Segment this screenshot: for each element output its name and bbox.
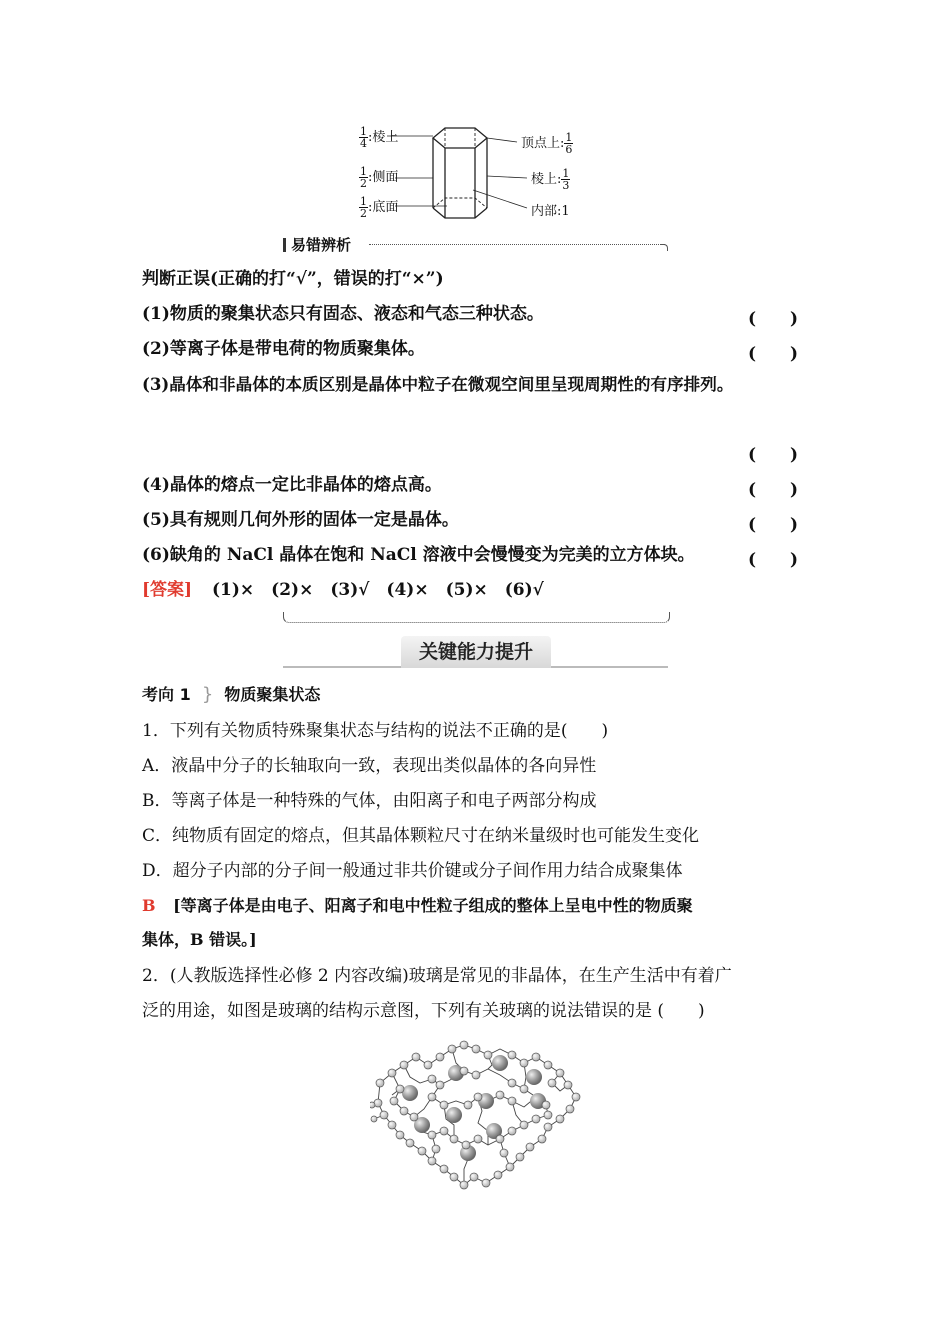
fraction: $\frac{1}{2}$ bbox=[360, 165, 367, 190]
right-label-vertex: 顶点上: $\frac{1}{6}$ bbox=[521, 131, 573, 156]
answer-label: [答案] bbox=[142, 580, 193, 600]
q1-stem: 1．下列有关物质特殊聚集状态与结构的说法不正确的是( ) bbox=[142, 721, 609, 741]
left-label-bottom: $\frac{1}{2}$ :底面 bbox=[360, 195, 399, 220]
q1-explanation-line1 bbox=[142, 896, 693, 916]
glass-big-atoms bbox=[402, 1055, 546, 1161]
judge-item-5: (5)具有规则几何外形的固体一定是晶体。 bbox=[142, 510, 459, 530]
q2-line1: 2．(人教版选择性必修 2 内容改编)玻璃是常见的非晶体，在生产生活中有着广 bbox=[142, 966, 732, 986]
q2-line2: 泛的用途，如图是玻璃的结构示意图，下列有关玻璃的说法错误的是 ( ) bbox=[142, 1001, 705, 1021]
direction-title: 物质聚集状态 bbox=[224, 685, 321, 704]
glass-small-atoms bbox=[370, 1041, 580, 1189]
judge-intro: 判断正误(正确的打“√”，错误的打“×”) bbox=[142, 269, 444, 289]
q1-explanation-line2: 集体，B 错误。] bbox=[142, 930, 257, 949]
judge-item-2: (2)等离子体是带电荷的物质聚集体。 bbox=[142, 339, 425, 359]
fraction: $\frac{1}{6}$ bbox=[565, 131, 573, 156]
glass-structure-diagram bbox=[370, 1035, 585, 1195]
judge-item-3: (3)晶体和非晶体的本质区别是晶体中粒子在微观空间里呈现周期性的有序排列。 bbox=[142, 374, 734, 394]
answer-text: (1)× (2)× (3)√ (4)× (5)× (6)√ bbox=[212, 580, 544, 600]
direction-label: 考向 1 bbox=[142, 685, 191, 704]
judge-item-1: (1)物质的聚集状态只有固态、液态和气态三种状态。 bbox=[142, 304, 544, 324]
fraction: $\frac{1}{2}$ bbox=[360, 195, 367, 220]
right-label-inside: 内部:1 bbox=[531, 204, 570, 219]
hexagonal-prism-diagram bbox=[355, 120, 595, 225]
direction-heading bbox=[142, 684, 320, 706]
answer-blank[interactable]: ( ) bbox=[748, 515, 799, 535]
answer-blank[interactable]: ( ) bbox=[748, 344, 799, 364]
easy-mistakes-header bbox=[283, 235, 668, 255]
fraction: $\frac{1}{4}$ bbox=[360, 125, 367, 150]
judge-item-4: (4)晶体的熔点一定比非晶体的熔点高。 bbox=[142, 475, 442, 495]
q1-option-b: B．等离子体是一种特殊的气体，由阳离子和电子两部分构成 bbox=[142, 791, 597, 811]
header-line-end bbox=[661, 244, 668, 251]
key-ability-banner bbox=[283, 636, 668, 670]
answer-blank[interactable]: ( ) bbox=[748, 309, 799, 329]
q1-option-c: C．纯物质有固定的熔点，但其晶体颗粒尺寸在纳米量级时也可能发生变化 bbox=[142, 826, 700, 846]
right-label-edge: 棱上: $\frac{1}{3}$ bbox=[531, 167, 570, 192]
q1-option-a: A．液晶中分子的长轴取向一致，表现出类似晶体的各向异性 bbox=[142, 756, 597, 776]
answer-row bbox=[142, 580, 544, 600]
answer-blank[interactable]: ( ) bbox=[748, 550, 799, 570]
q1-explanation: [等离子体是由电子、阳离子和电中性粒子组成的整体上呈电中性的物质聚 bbox=[173, 896, 693, 915]
brace-icon: } bbox=[201, 684, 214, 705]
answer-blank[interactable]: ( ) bbox=[748, 480, 799, 500]
easy-mistakes-title: 易错辨析 bbox=[291, 236, 352, 254]
section-bottom-line bbox=[283, 612, 670, 623]
left-label-edge: $\frac{1}{4}$ :棱上 bbox=[360, 125, 399, 150]
q1-option-d: D．超分子内部的分子间一般通过非共价键或分子间作用力结合成聚集体 bbox=[142, 861, 683, 881]
judge-item-6: (6)缺角的 NaCl 晶体在饱和 NaCl 溶液中会慢慢变为完美的立方体块。 bbox=[142, 545, 695, 565]
left-label-side: $\frac{1}{2}$ :侧面 bbox=[360, 165, 399, 190]
header-dotted-line bbox=[369, 244, 665, 245]
fraction: $\frac{1}{3}$ bbox=[562, 167, 570, 192]
answer-blank[interactable]: ( ) bbox=[748, 445, 799, 465]
header-bar-mark bbox=[283, 238, 286, 252]
key-ability-title: 关键能力提升 bbox=[418, 641, 533, 663]
q1-answer: B bbox=[142, 896, 156, 915]
